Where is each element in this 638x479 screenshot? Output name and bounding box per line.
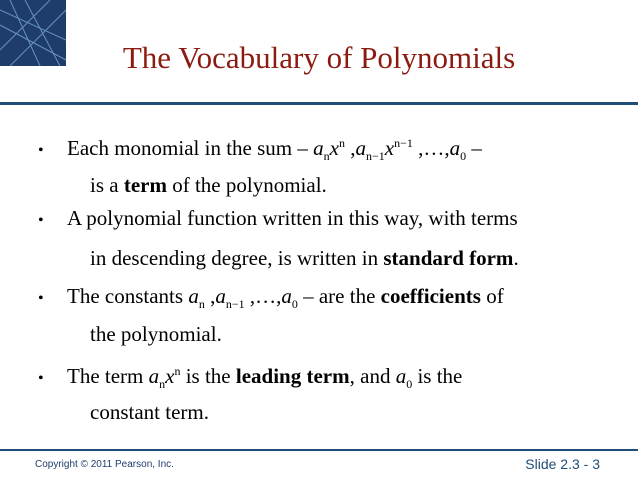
math-var: a (188, 284, 199, 308)
text-segment: the polynomial. (90, 322, 222, 346)
math-var: a (355, 136, 366, 160)
text-segment: , and (349, 364, 396, 388)
bullet-4-line-1 (67, 364, 463, 392)
text-segment: – are the (297, 284, 381, 308)
text-segment: Each monomial in the sum – (67, 136, 314, 160)
bold-term: term (123, 173, 167, 197)
bullet-2-line-1 (67, 206, 518, 230)
math-sub: n−1 (225, 297, 245, 312)
text-segment: , (344, 136, 356, 160)
bullet-1-line-2 (90, 173, 327, 197)
bold-term: standard form (383, 246, 514, 270)
math-sub: 0 (406, 377, 413, 392)
bullet-icon: • (38, 370, 44, 387)
text-segment: A polynomial function written in this way, with terms (67, 206, 518, 230)
math-var: x (165, 364, 175, 388)
slide-title: The Vocabulary of Polynomials (122, 40, 516, 75)
math-var: a (313, 136, 324, 160)
math-sup: n−1 (394, 136, 413, 150)
text-segment: of (480, 284, 504, 308)
text-segment: The constants (67, 284, 189, 308)
bullet-1-line-1 (67, 136, 482, 164)
text-segment: is the (180, 364, 236, 388)
footer-divider (0, 449, 638, 451)
math-var: x (384, 136, 395, 160)
text-segment: ,…, (244, 284, 282, 308)
text-segment: The term (67, 364, 149, 388)
math-sup: n (338, 136, 345, 150)
text-segment: is a (90, 173, 124, 197)
bold-term: coefficients (380, 284, 481, 308)
bullet-4-line-2 (90, 400, 209, 424)
text-segment: constant term. (90, 400, 209, 424)
math-sub: n (323, 149, 330, 164)
text-segment: of the polynomial. (166, 173, 327, 197)
slide-number: Slide 2.3 - 3 (525, 456, 600, 472)
text-segment: – (466, 136, 482, 160)
math-sub: 0 (460, 149, 467, 164)
bullet-3-line-1 (67, 284, 504, 312)
math-sub: n−1 (365, 149, 385, 164)
bold-term: leading term (235, 364, 350, 388)
math-sub: n (159, 377, 166, 392)
math-var: x (329, 136, 339, 160)
math-var: a (449, 136, 461, 160)
copyright-text: Copyright © 2011 Pearson, Inc. (35, 459, 174, 470)
bullet-icon: • (38, 142, 44, 159)
math-var: a (281, 284, 292, 308)
bullet-3-line-2 (90, 322, 222, 346)
text-segment: . (513, 246, 519, 270)
text-segment: is the (412, 364, 463, 388)
bullet-2-line-2 (90, 246, 519, 270)
bullet-icon: • (38, 212, 44, 229)
math-var: a (148, 364, 160, 388)
text-segment: , (204, 284, 216, 308)
bullet-icon: • (38, 290, 44, 307)
text-segment: ,…, (412, 136, 450, 160)
math-sub: n (198, 297, 205, 312)
text-segment: in descending degree, is written in (90, 246, 384, 270)
math-sup: n (174, 364, 181, 378)
math-sub: 0 (291, 297, 298, 312)
math-var: a (215, 284, 226, 308)
math-var: a (395, 364, 407, 388)
